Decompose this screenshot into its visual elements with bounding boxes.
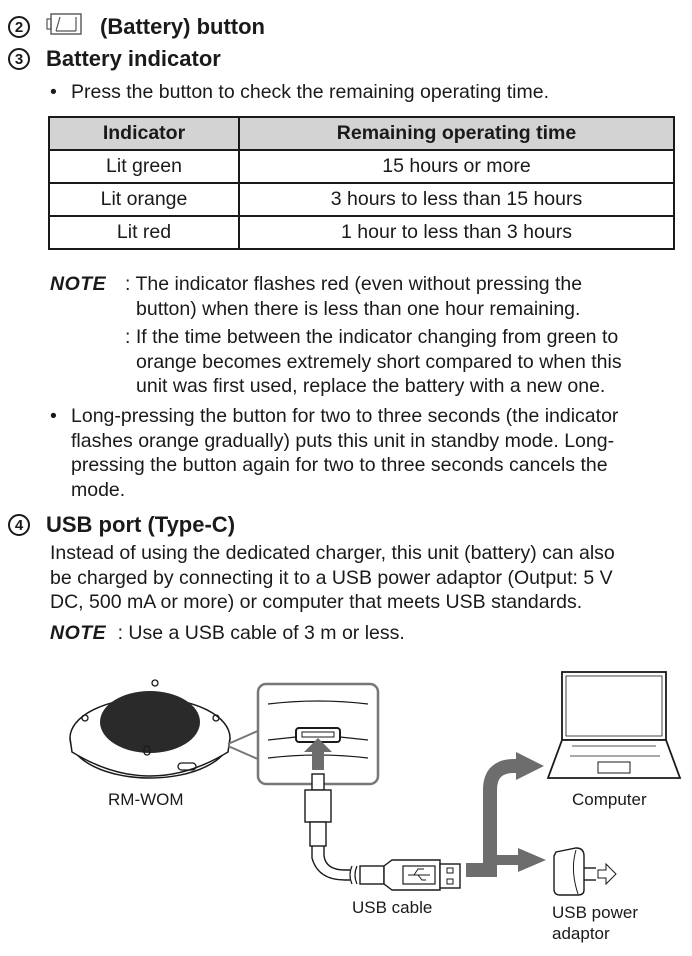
laptop-icon: [548, 672, 680, 778]
header-indicator: Indicator: [49, 117, 239, 150]
number-badge: 2: [8, 16, 30, 38]
table-row: Lit green 15 hours or more: [49, 150, 674, 183]
number-badge: 4: [8, 514, 30, 536]
table-header-row: [49, 117, 674, 150]
section-4-title: USB port (Type-C): [46, 512, 236, 537]
note-1: : The indicator flashes red (even without pressing the button) when there is less than one hour remaining.: [125, 273, 583, 320]
device-label: RM-WOM: [108, 790, 184, 809]
note-label: NOTE: [50, 273, 107, 295]
section-3-title: Battery indicator: [46, 46, 221, 71]
section-2-title: (Battery) button: [100, 14, 265, 39]
number-badge: 3: [8, 48, 30, 70]
header-remaining-time: Remaining operating time: [239, 117, 674, 150]
section-4-heading: [8, 512, 235, 538]
usb-power-adaptor-icon: [554, 848, 616, 895]
adaptor-label: USB power adaptor: [552, 903, 638, 943]
battery-icon: [46, 12, 84, 42]
table-row: Lit orange 3 hours to less than 15 hours: [49, 183, 674, 216]
section-4-note: NOTE : Use a USB cable of 3 m or less.: [50, 622, 405, 644]
section-2-heading: [8, 12, 265, 42]
computer-label: Computer: [572, 790, 647, 809]
table-row: Lit red 1 hour to less than 3 hours: [49, 216, 674, 249]
section-4-body: Instead of using the dedicated charger, this unit (battery) can also be charged by connecting it to a USB power adaptor (Output: 5 V DC, 500 mA or more) or computer that meets USB standards.: [50, 542, 615, 613]
bullet-dot: •: [50, 81, 57, 103]
battery-indicator-table: [48, 116, 675, 250]
note-2: : If the time between the indicator changing from green to orange becomes extremely short compared to when this unit was first used, replace the battery with a new one.: [125, 326, 622, 397]
cable-label: USB cable: [352, 898, 433, 917]
section-3-heading: [8, 46, 221, 72]
bullet-dot: •: [50, 405, 57, 427]
speakerphone-icon: [70, 680, 230, 778]
